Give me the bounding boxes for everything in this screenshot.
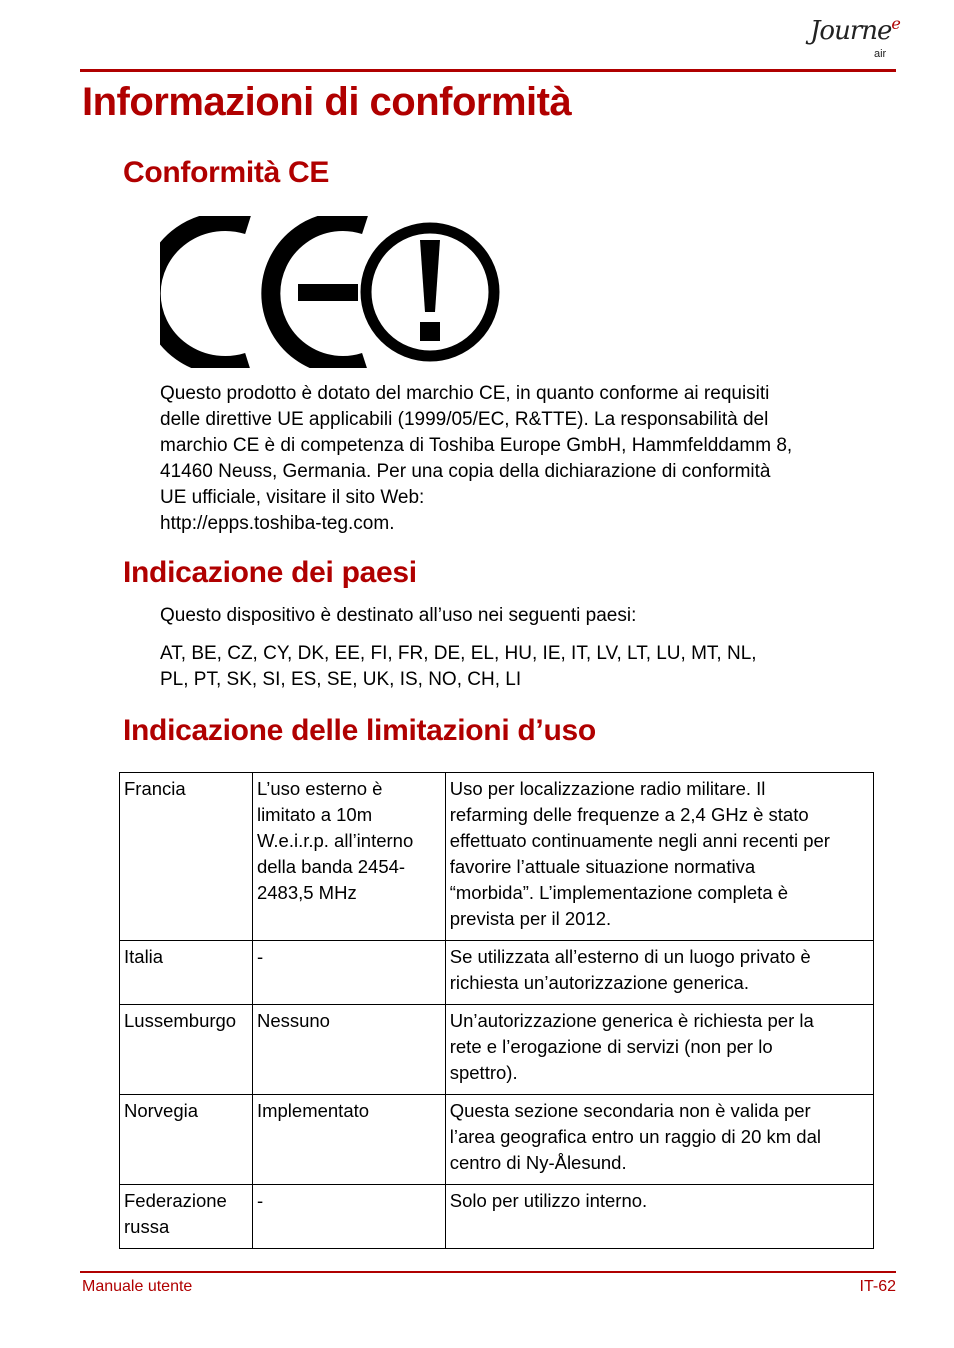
cell-line: Uso per localizzazione radio militare. Il <box>449 778 766 799</box>
footer-rule <box>80 1271 896 1273</box>
cell-reason <box>445 773 873 941</box>
logo-sub: air <box>874 48 887 60</box>
cell-line: Federazione <box>124 1190 227 1211</box>
cell-line: “morbida”. L’implementazione completa è <box>449 882 789 903</box>
cell-restriction <box>252 773 445 941</box>
cell-line: prevista per il 2012. <box>449 908 612 929</box>
cell-line: W.e.i.r.p. all’interno <box>256 830 414 851</box>
cell-line: della banda 2454- <box>256 856 406 877</box>
ce-url: http://epps.toshiba-teg.com. <box>160 513 395 534</box>
cell-line: spettro). <box>449 1062 518 1083</box>
limits-table <box>119 772 874 1249</box>
cell-line: limitato a 10m <box>256 804 373 825</box>
cell-restriction <box>252 941 445 1005</box>
countries-list-line: AT, BE, CZ, CY, DK, EE, FI, FR, DE, EL, HU, IE, IT, LV, LT, LU, MT, NL, <box>160 643 757 664</box>
cell-line: L’uso esterno è <box>256 778 383 799</box>
cell-line: Questa sezione secondaria non è valida per <box>449 1100 811 1121</box>
cell-country <box>120 941 253 1005</box>
cell-line: Implementato <box>256 1100 370 1121</box>
cell-line: richiesta un’autorizzazione generica. <box>449 972 749 993</box>
header-rule <box>80 69 896 72</box>
cell-line: refarming delle frequenze a 2,4 GHz è stato <box>449 804 809 825</box>
ce-line: delle direttive UE applicabili (1999/05/EC, R&TTE). La responsabilità del <box>160 409 769 430</box>
cell-line: centro di Ny-Ålesund. <box>449 1152 627 1173</box>
footer-manual-label: Manuale utente <box>82 1278 193 1295</box>
ce-line: marchio CE è di competenza di Toshiba Europe GmbH, Hammfelddamm 8, <box>160 435 793 456</box>
cell-restriction <box>252 1095 445 1185</box>
cell-line: favorire l’attuale situazione normativa <box>449 856 756 877</box>
page-title: Informazioni di conformità <box>82 80 572 124</box>
logo-accent: e <box>891 14 900 33</box>
table-row <box>120 1005 874 1095</box>
cell-line: Un’autorizzazione generica è richiesta per la <box>449 1010 814 1031</box>
cell-line: Lussemburgo <box>124 1010 237 1031</box>
cell-line: Se utilizzata all’esterno di un luogo privato è <box>449 946 811 967</box>
cell-country <box>120 773 253 941</box>
table-row <box>120 941 874 1005</box>
cell-reason <box>445 1005 873 1095</box>
cell-line: Solo per utilizzo interno. <box>449 1190 648 1211</box>
limits-table-body <box>120 773 874 1249</box>
cell-line: Italia <box>124 946 164 967</box>
table-row <box>120 1185 874 1249</box>
cell-line: 2483,5 MHz <box>256 882 357 903</box>
cell-line: Norvegia <box>124 1100 199 1121</box>
countries-list-line: PL, PT, SK, SI, ES, SE, UK, IS, NO, CH, LI <box>160 669 522 690</box>
cell-reason <box>445 1095 873 1185</box>
cell-restriction <box>252 1185 445 1249</box>
cell-line: Francia <box>124 778 186 799</box>
countries-list <box>160 641 900 693</box>
ce-alert-mark-icon <box>160 216 510 368</box>
ce-line: 41460 Neuss, Germania. Per una copia della dichiarazione di conformità <box>160 461 771 482</box>
journe-air-logo <box>806 12 900 64</box>
ce-paragraph <box>160 381 900 537</box>
ce-line: Questo prodotto è dotato del marchio CE, in quanto conforme ai requisiti <box>160 383 770 404</box>
cell-reason <box>445 1185 873 1249</box>
cell-country <box>120 1095 253 1185</box>
countries-heading: Indicazione dei paesi <box>123 556 417 589</box>
cell-restriction <box>252 1005 445 1095</box>
countries-intro: Questo dispositivo è destinato all’uso nei seguenti paesi: <box>160 605 637 626</box>
cell-country <box>120 1005 253 1095</box>
cell-line: - <box>256 1190 264 1211</box>
table-row <box>120 773 874 941</box>
cell-line: russa <box>124 1216 170 1237</box>
cell-reason <box>445 941 873 1005</box>
ce-heading: Conformità CE <box>123 156 330 189</box>
ce-line: UE ufficiale, visitare il sito Web: <box>160 487 425 508</box>
cell-line: effettuato continuamente negli anni recenti per <box>449 830 830 851</box>
footer-page-number: IT-62 <box>859 1278 896 1295</box>
table-row <box>120 1095 874 1185</box>
cell-line: rete e l’erogazione di servizi (non per lo <box>449 1036 773 1057</box>
cell-country <box>120 1185 253 1249</box>
logo-text: Journe$^e$ <box>810 14 900 46</box>
cell-line: - <box>256 946 264 967</box>
limits-heading: Indicazione delle limitazioni d’uso <box>123 714 596 747</box>
cell-line: l’area geografica entro un raggio di 20 km dal <box>449 1126 821 1147</box>
cell-line: Nessuno <box>256 1010 330 1031</box>
